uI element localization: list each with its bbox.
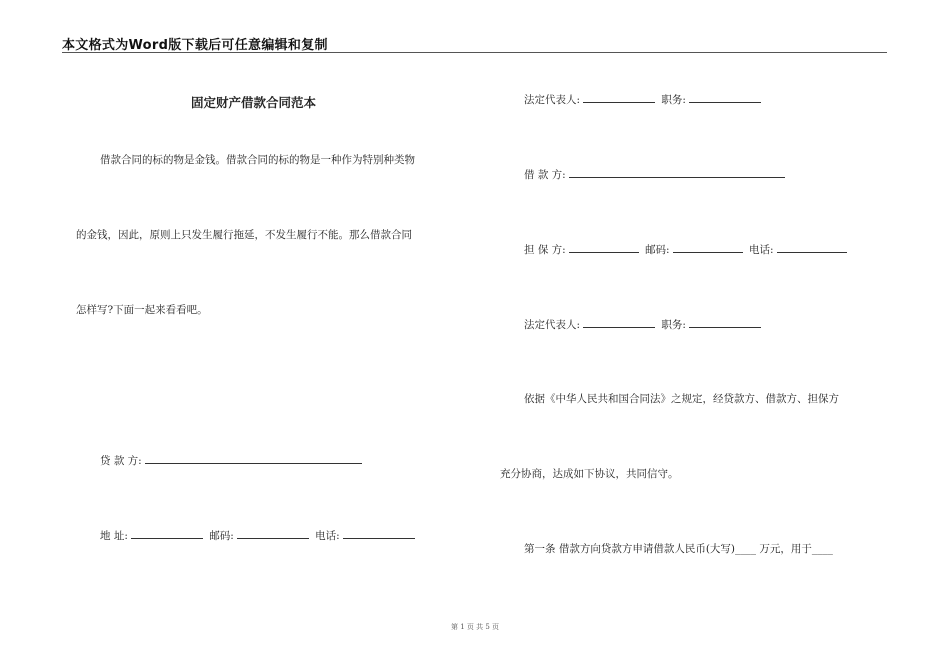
article-1-line <box>524 542 833 556</box>
guarantor-phone-blank <box>777 242 847 253</box>
phone-blank <box>343 528 415 539</box>
borrower-blank <box>569 167 785 178</box>
basis-paragraph-line-1: 依据《中华人民共和国合同法》之规定，经贷款方、借款方、担保方 <box>524 393 839 405</box>
header-text: 本文格式为Word版下载后可任意编辑和复制 <box>62 38 328 53</box>
basis-paragraph-line-2: 充分协商，达成如下协议，共同信守。 <box>500 468 679 480</box>
position-label-1: 职务: <box>661 94 686 106</box>
phone-label: 电话: <box>315 530 340 542</box>
article-1-blank-2: ____ <box>811 543 833 555</box>
position-blank-1 <box>689 92 761 103</box>
lender-label: 贷 款 方: <box>100 455 142 467</box>
representative-label-2: 法定代表人: <box>524 319 581 331</box>
intro-paragraph-line-1: 借款合同的标的物是金钱。借款合同的标的物是一种作为特别种类物 <box>100 154 415 166</box>
position-label-2: 职务: <box>661 319 686 331</box>
guarantor-label: 担 保 方: <box>524 244 566 256</box>
document-header <box>62 34 887 53</box>
guarantor-row <box>524 242 850 257</box>
borrower-label: 借 款 方: <box>524 169 566 181</box>
lender-blank <box>145 453 362 464</box>
representative-label-1: 法定代表人: <box>524 94 581 106</box>
position-blank-2 <box>689 317 761 328</box>
address-label: 地 址: <box>100 530 128 542</box>
representative-row-2 <box>524 317 764 332</box>
postcode-blank <box>237 528 309 539</box>
representative-blank-1 <box>583 92 655 103</box>
guarantor-postcode-label: 邮码: <box>645 244 670 256</box>
address-blank <box>131 528 203 539</box>
borrower-field <box>524 167 788 182</box>
representative-row-1 <box>524 92 764 107</box>
article-1-text-part-1: 第一条 借款方向贷款方申请借款人民币(大写) <box>524 543 736 555</box>
guarantor-phone-label: 电话: <box>748 244 774 256</box>
guarantor-blank <box>569 242 639 253</box>
document-title: 固定财产借款合同范本 <box>191 95 317 110</box>
postcode-label: 邮码: <box>209 530 234 542</box>
address-row <box>100 528 418 543</box>
guarantor-postcode-blank <box>673 242 743 253</box>
lender-field <box>100 453 365 468</box>
page-footer: 第 1 页 共 5 页 <box>450 623 500 631</box>
article-1-blank-1: ____ <box>735 543 757 555</box>
intro-paragraph-line-3: 怎样写?下面一起来看看吧。 <box>76 304 208 316</box>
article-1-text-part-2: 万元，用于 <box>759 543 812 555</box>
representative-blank-2 <box>583 317 655 328</box>
intro-paragraph-line-2: 的金钱，因此，原则上只发生履行拖延，不发生履行不能。那么借款合同 <box>76 229 412 241</box>
